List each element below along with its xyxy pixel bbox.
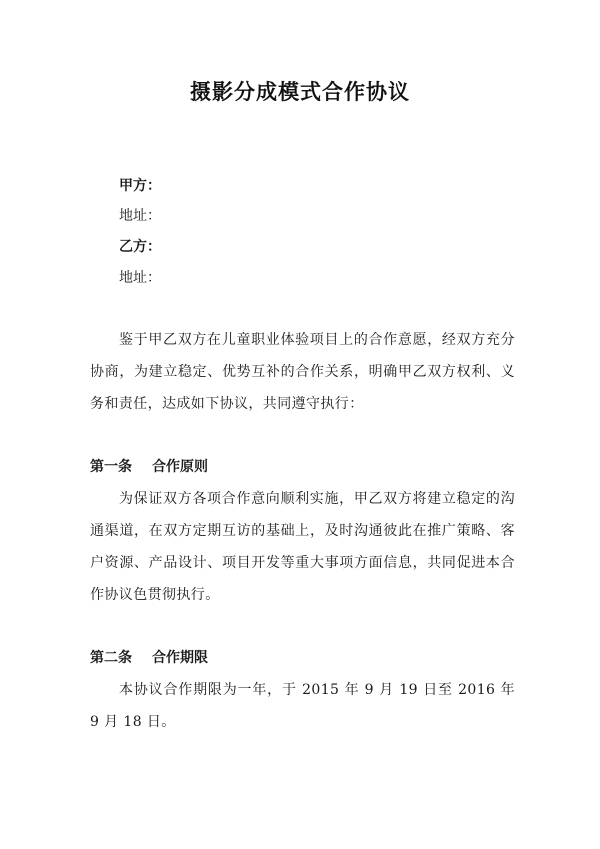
party-b-address-label: 地址： [119,270,161,286]
party-b-label: 乙方： [119,239,161,255]
preamble-paragraph: 鉴于甲乙双方在儿童职业体验项目上的合作意愿，经双方充分协商，为建立稳定、优势互补的合作关系，明确甲乙双方权利、义务和责任，达成如下协议，共同遵守执行： [90,332,515,412]
article-1-number: 第一条 [90,459,132,475]
article-1-heading [90,457,208,477]
party-a-label: 甲方： [119,178,161,194]
article-2-title: 合作期限 [152,650,208,666]
article-2-number: 第二条 [90,650,132,666]
document-title: 摄影分成模式合作协议 [190,80,410,104]
article-1-title: 合作原则 [152,459,208,475]
article-2-body: 本协议合作期限为一年，于 2015 年 9 月 19 日至 2016 年 9 月 18 日。 [90,682,515,730]
article-2-heading [90,648,208,668]
party-a-address-label: 地址： [119,208,161,224]
article-1-body: 为保证双方各项合作意向顺利实施，甲乙双方将建立稳定的沟通渠道，在双方定期互访的基础上，及时沟通彼此在推广策略、客户资源、产品设计、项目开发等重大事项方面信息，共同促进本合作协议色贯彻执行。 [90,491,515,603]
